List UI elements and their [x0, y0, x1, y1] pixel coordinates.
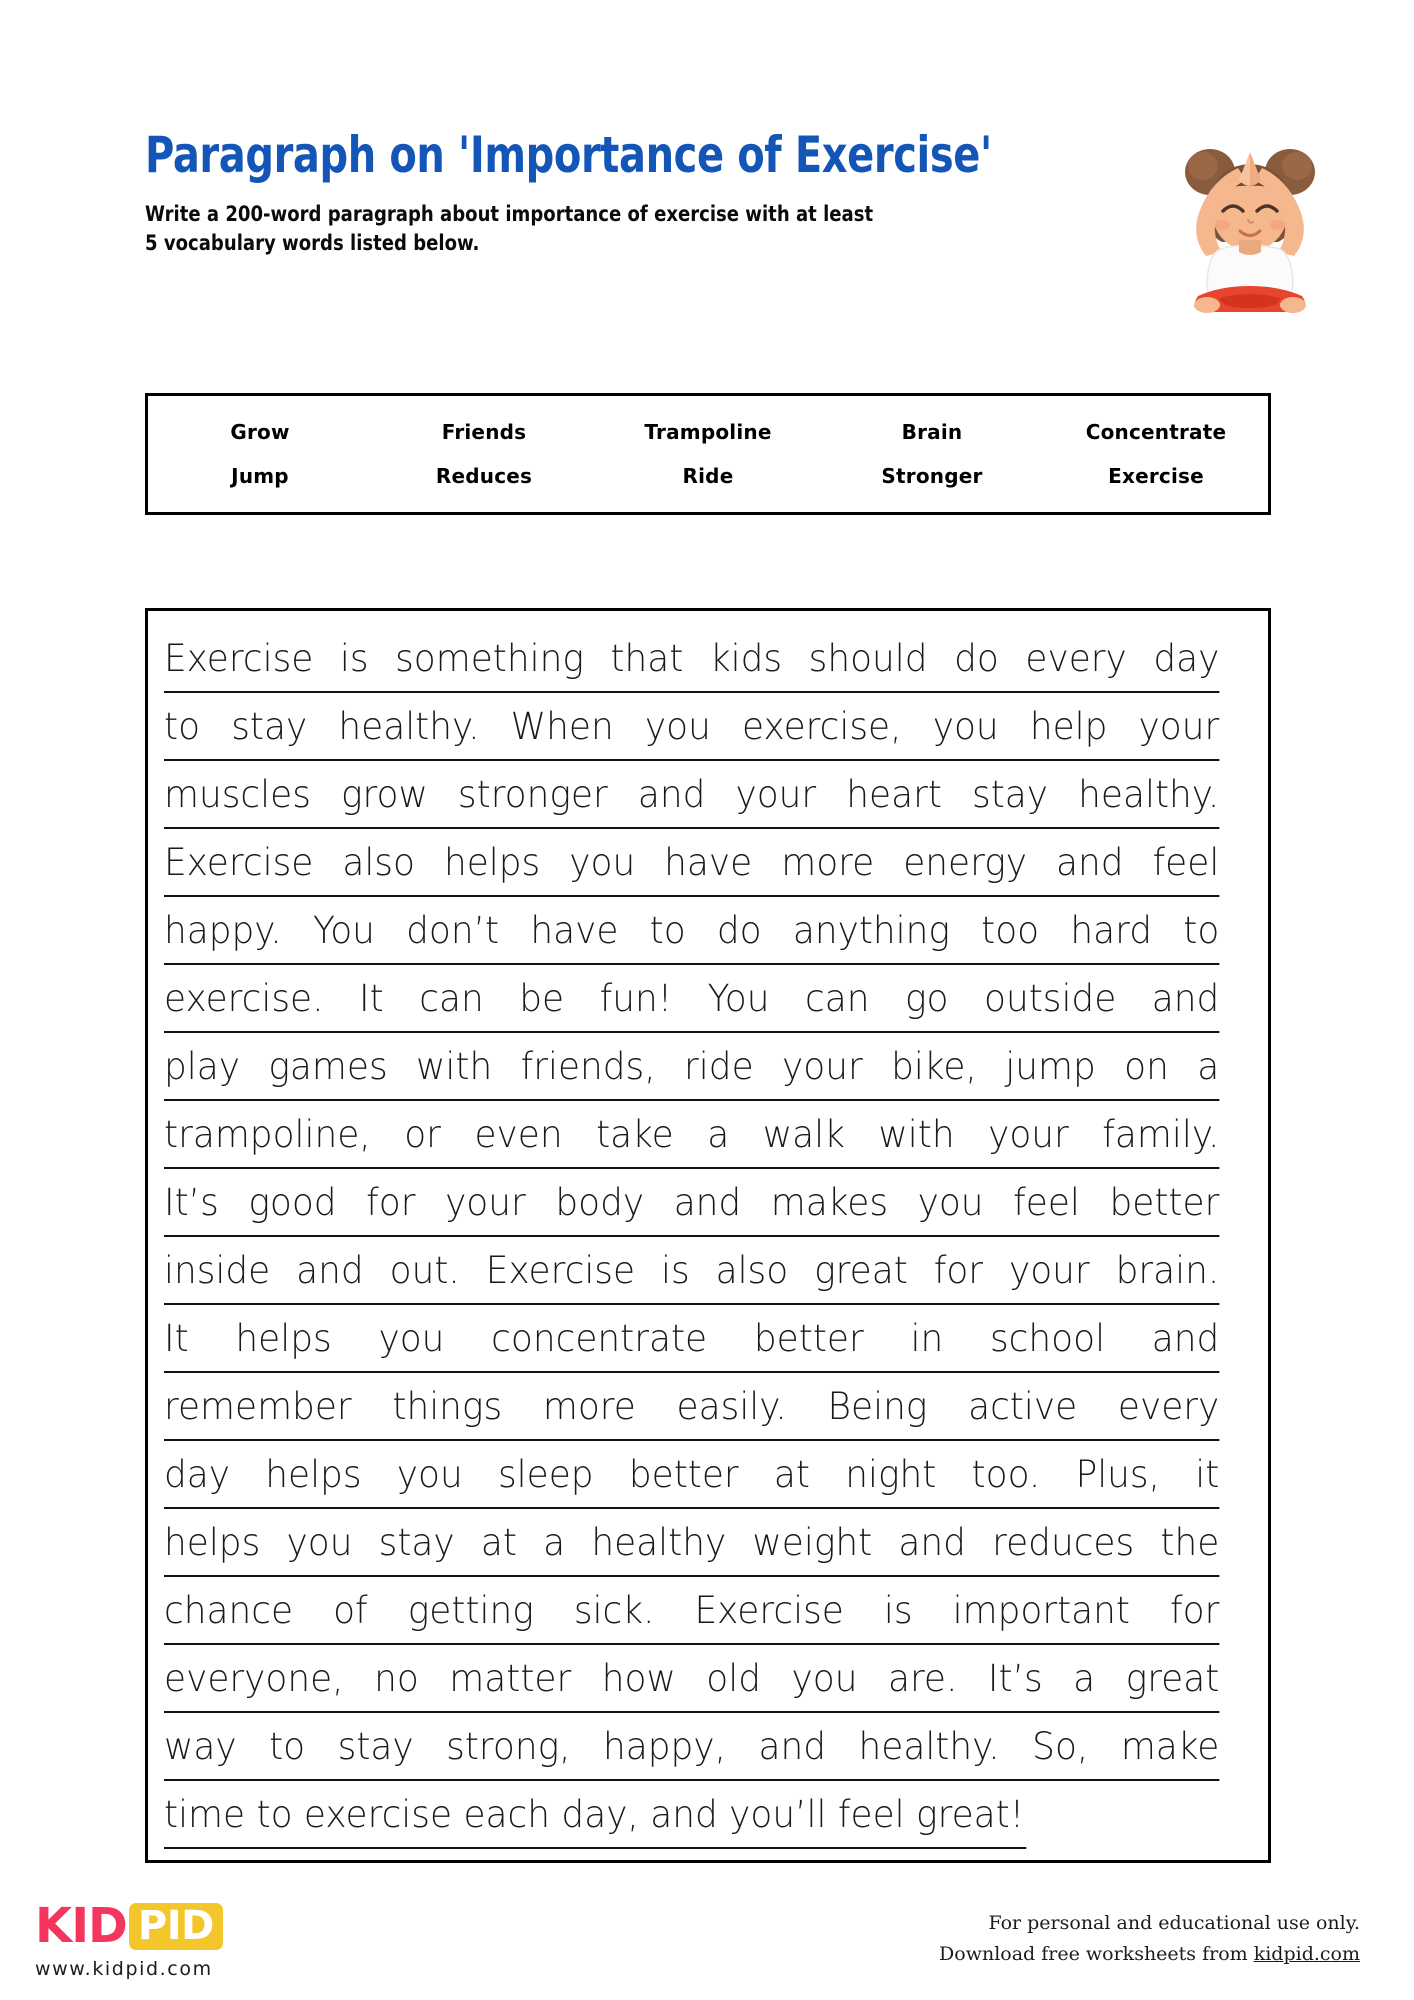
paragraph-word: stay	[231, 705, 308, 748]
paragraph-word: more	[781, 841, 875, 884]
paragraph-line	[164, 761, 1219, 829]
paragraph-line	[164, 625, 1219, 693]
paragraph-word: for	[933, 1249, 984, 1292]
paragraph-line	[164, 1101, 1219, 1169]
paragraph-word: on	[1124, 1045, 1169, 1088]
paragraph-word: and	[1151, 1317, 1220, 1360]
paragraph-word: you	[378, 1317, 445, 1360]
paragraph-word: too.	[971, 1453, 1041, 1496]
paragraph-word: healthy.	[858, 1725, 1000, 1768]
paragraph-word: and	[758, 1725, 827, 1768]
paragraph-word: your	[782, 1045, 863, 1088]
paragraph-word: friends,	[520, 1045, 656, 1088]
paragraph-word: can	[419, 977, 484, 1020]
paragraph-word: family.	[1102, 1113, 1220, 1156]
paragraph-word: games	[268, 1045, 388, 1088]
paragraph-word: to	[164, 705, 201, 748]
paragraph-word: and	[1151, 977, 1220, 1020]
paragraph-word: anything	[792, 909, 950, 952]
paragraph-word: walk	[762, 1113, 845, 1156]
paragraph-word: brain.	[1115, 1249, 1220, 1292]
paragraph-word: to	[1183, 909, 1220, 952]
paragraph-word: for	[1170, 1589, 1220, 1632]
paragraph-word: You	[707, 977, 770, 1020]
instructions	[145, 200, 1267, 258]
paragraph-word: Being	[827, 1385, 928, 1428]
paragraph-word: exercise.	[164, 977, 324, 1020]
paragraph-line	[164, 1237, 1219, 1305]
paragraph-word: bike,	[891, 1045, 977, 1088]
paragraph-word: how	[601, 1657, 676, 1700]
vocabulary-word-bank	[145, 393, 1271, 515]
paragraph-word: energy	[903, 841, 1028, 884]
paragraph-word: a	[1197, 1045, 1220, 1088]
paragraph-word: out.	[389, 1249, 460, 1292]
paragraph-word: go	[904, 977, 949, 1020]
paragraph-word: are.	[887, 1657, 958, 1700]
paragraph-word: something	[395, 637, 584, 680]
paragraph-line	[164, 1305, 1219, 1373]
paragraph-word: day	[1153, 637, 1220, 680]
paragraph-word: don’t	[406, 909, 500, 952]
paragraph-word: of	[333, 1589, 368, 1632]
paragraph-line	[164, 1577, 1219, 1645]
paragraph-word: Plus,	[1075, 1453, 1161, 1496]
paragraph-word: do	[954, 637, 999, 680]
paragraph-word: stay	[337, 1725, 414, 1768]
paragraph-word: to	[269, 1725, 306, 1768]
paragraph-word: also	[342, 841, 415, 884]
paragraph-word: healthy.	[1078, 773, 1220, 816]
paragraph-word: good	[248, 1181, 337, 1224]
paragraph-word: to	[649, 909, 686, 952]
vocabulary-word: Grow	[230, 420, 290, 444]
paragraph-word: inside	[164, 1249, 271, 1292]
vocabulary-row	[148, 420, 1268, 444]
paragraph-word: weight	[752, 1521, 873, 1564]
paragraph-word: and	[1056, 841, 1124, 884]
paragraph-word: body	[555, 1181, 645, 1224]
paragraph-word: is	[661, 1249, 690, 1292]
paragraph-word: should	[808, 637, 928, 680]
paragraph-word: better	[753, 1317, 864, 1360]
paragraph-word: or	[404, 1113, 441, 1156]
paragraph-word: kids	[709, 637, 783, 680]
paragraph-word: it	[1195, 1453, 1220, 1496]
paragraph-word: and	[673, 1181, 742, 1224]
paragraph-word: sick.	[573, 1589, 655, 1632]
logo-row	[35, 1900, 395, 1952]
logo-website-url: www.kidpid.com	[35, 1958, 213, 1980]
paragraph-word: your	[735, 773, 817, 816]
paragraph-word: everyone,	[164, 1657, 344, 1700]
paragraph-line	[164, 1033, 1219, 1101]
paragraph-word: healthy	[591, 1521, 727, 1564]
paragraph-word: So,	[1032, 1725, 1089, 1768]
paragraph-word: be	[519, 977, 565, 1020]
paragraph-word: and	[898, 1521, 966, 1564]
paragraph-word: great	[1125, 1657, 1220, 1700]
paragraph-word: active	[968, 1385, 1078, 1428]
paragraph-word: feel	[1013, 1181, 1080, 1224]
paragraph-word: day	[164, 1453, 231, 1496]
instructions-line-2: 5 vocabulary words listed below.	[145, 230, 480, 255]
paragraph-word: strong,	[446, 1725, 571, 1768]
paragraph-word: matter	[449, 1657, 572, 1700]
vocabulary-word: Friends	[441, 420, 527, 444]
paragraph-word: healthy.	[338, 705, 480, 748]
paragraph-word: easily.	[676, 1385, 787, 1428]
vocabulary-word: Exercise	[1108, 464, 1204, 488]
paragraph-word: stronger	[457, 773, 608, 816]
paragraph-line	[164, 1373, 1219, 1441]
paragraph-word: at	[773, 1453, 810, 1496]
paragraph-word: you	[932, 705, 999, 748]
paragraph-word: exercise,	[742, 705, 902, 748]
paragraph-word: also	[715, 1249, 789, 1292]
yoga-girl-icon	[1160, 128, 1340, 313]
paragraph-line	[164, 693, 1219, 761]
paragraph-line	[164, 1713, 1219, 1781]
logo-pid-badge	[129, 1903, 223, 1950]
vocabulary-row	[148, 464, 1268, 488]
paragraph-word: fun!	[599, 977, 673, 1020]
paragraph-word: feel	[1152, 841, 1220, 884]
vocabulary-word: Jump	[231, 464, 289, 488]
paragraph-word: you	[569, 841, 636, 884]
paragraph-word: that	[610, 637, 684, 680]
paragraph-word: chance	[164, 1589, 294, 1632]
footer-note-line-1: For personal and educational use only.	[988, 1912, 1360, 1934]
paragraph-word: trampoline,	[164, 1113, 371, 1156]
paragraph-word: ride	[684, 1045, 754, 1088]
paragraph-word: in	[910, 1317, 944, 1360]
kidpid-link[interactable]: kidpid.com	[1253, 1942, 1360, 1965]
paragraph-line	[164, 829, 1219, 897]
paragraph-word: stay	[378, 1521, 455, 1564]
paragraph-word: happy.	[164, 909, 282, 952]
vocabulary-word: Ride	[682, 464, 734, 488]
footer-note	[939, 1908, 1360, 1970]
paragraph-word: your	[1008, 1249, 1090, 1292]
paragraph-word: things	[392, 1385, 503, 1428]
paragraph-word: getting	[407, 1589, 534, 1632]
paragraph-word: your	[445, 1181, 526, 1224]
paragraph-word: great	[814, 1249, 908, 1292]
vocabulary-word: Brain	[901, 420, 963, 444]
paragraph-word: with	[878, 1113, 955, 1156]
paragraph-word: for	[366, 1181, 416, 1224]
paragraph-word: better	[1109, 1181, 1220, 1224]
paragraph-word: take	[596, 1113, 674, 1156]
paragraph-word: you	[917, 1181, 984, 1224]
vocabulary-word: Trampoline	[644, 420, 772, 444]
paragraph-line	[164, 1509, 1219, 1577]
paragraph-word: night	[845, 1453, 937, 1496]
paragraph-word: heart	[846, 773, 942, 816]
paragraph-word: do	[716, 909, 762, 952]
paragraph-word: helps	[443, 841, 541, 884]
paragraph-word: old	[706, 1657, 762, 1700]
paragraph-line	[164, 1441, 1219, 1509]
paragraph-word: a	[1073, 1657, 1096, 1700]
vocabulary-word: Reduces	[435, 464, 533, 488]
paragraph-word: school	[989, 1317, 1106, 1360]
paragraph-line	[164, 1645, 1219, 1713]
paragraph-word: no	[374, 1657, 419, 1700]
paragraph-word: help	[1029, 705, 1108, 748]
paragraph-word: happy,	[603, 1725, 726, 1768]
paragraph-word: helps	[235, 1317, 332, 1360]
paragraph-line	[164, 1169, 1219, 1237]
paragraph-word: outside	[983, 977, 1117, 1020]
vocabulary-word: Stronger	[881, 464, 983, 488]
paragraph-line-text: time to exercise each day, and you’ll feel great!	[164, 1781, 1026, 1849]
paragraph-word: concentrate	[491, 1317, 708, 1360]
paragraph-word: with	[416, 1045, 493, 1088]
paragraph-word: play	[164, 1045, 240, 1088]
paragraph-word: It’s	[164, 1181, 219, 1224]
paragraph-word: makes	[770, 1181, 889, 1224]
paragraph-word: you	[644, 705, 711, 748]
paragraph-word: important	[952, 1589, 1130, 1632]
paragraph-word: remember	[164, 1385, 352, 1428]
paragraph-word: helps	[164, 1521, 261, 1564]
logo-kid-text: KID	[35, 1898, 127, 1954]
paragraph-word: more	[542, 1385, 636, 1428]
paragraph-lines	[164, 625, 1252, 1849]
footer-note-prefix: Download free worksheets from	[939, 1942, 1254, 1965]
paragraph-word: even	[474, 1113, 563, 1156]
paragraph-word: a	[707, 1113, 730, 1156]
paragraph-word: make	[1120, 1725, 1220, 1768]
paragraph-word: sleep	[497, 1453, 594, 1496]
paragraph-word: stay	[972, 773, 1049, 816]
paragraph-word: hard	[1070, 909, 1153, 952]
paragraph-word: jump	[1005, 1045, 1096, 1088]
paragraph-word: You	[313, 909, 375, 952]
paragraph-word: is	[339, 637, 369, 680]
paragraph-word: your	[988, 1113, 1069, 1156]
header	[145, 126, 1270, 258]
paragraph-word: Exercise	[694, 1589, 844, 1632]
paragraph-word: too	[981, 909, 1040, 952]
paragraph-word: you	[396, 1453, 463, 1496]
paragraph-word: and	[296, 1249, 364, 1292]
paragraph-word: can	[804, 977, 870, 1020]
paragraph-word: every	[1025, 637, 1127, 680]
paragraph-word: It	[359, 977, 384, 1020]
paragraph-word: reduces	[992, 1521, 1135, 1564]
paragraph-word: the	[1160, 1521, 1220, 1564]
paragraph-word: you	[791, 1657, 858, 1700]
paragraph-word: your	[1138, 705, 1220, 748]
paragraph-word: It’s	[987, 1657, 1043, 1700]
paragraph-word: muscles	[164, 773, 311, 816]
paragraph-word: It	[164, 1317, 189, 1360]
paragraph-word: grow	[340, 773, 428, 816]
paragraph-line	[164, 965, 1219, 1033]
vocabulary-word: Concentrate	[1085, 420, 1227, 444]
paragraph-word: helps	[265, 1453, 362, 1496]
paragraph-word: better	[628, 1453, 739, 1496]
paragraph-word: have	[664, 841, 753, 884]
paragraph-word: Exercise	[485, 1249, 636, 1292]
page-title: Paragraph on 'Importance of Exercise'	[145, 126, 992, 184]
paragraph-word: a	[543, 1521, 566, 1564]
paragraph-word: and	[637, 773, 706, 816]
paragraph-word: When	[510, 705, 614, 748]
paragraph-line	[164, 897, 1219, 965]
paragraph-word: way	[164, 1725, 237, 1768]
paragraph-word: have	[530, 909, 619, 952]
instructions-line-1: Write a 200-word paragraph about importance of exercise with at least	[145, 202, 874, 226]
paragraph-word: Exercise	[164, 637, 314, 680]
paragraph-word: is	[883, 1589, 913, 1632]
paragraph-word: every	[1117, 1385, 1220, 1428]
paragraph-word: Exercise	[164, 841, 314, 884]
paragraph-answer-box[interactable]	[145, 608, 1271, 1863]
logo-pid-text: PID	[137, 1902, 214, 1949]
paragraph-line	[164, 1781, 1219, 1849]
kidpid-logo	[35, 1900, 395, 1980]
footer-note-line-2	[939, 1939, 1360, 1970]
paragraph-word: you	[286, 1521, 353, 1564]
paragraph-word: at	[480, 1521, 517, 1564]
